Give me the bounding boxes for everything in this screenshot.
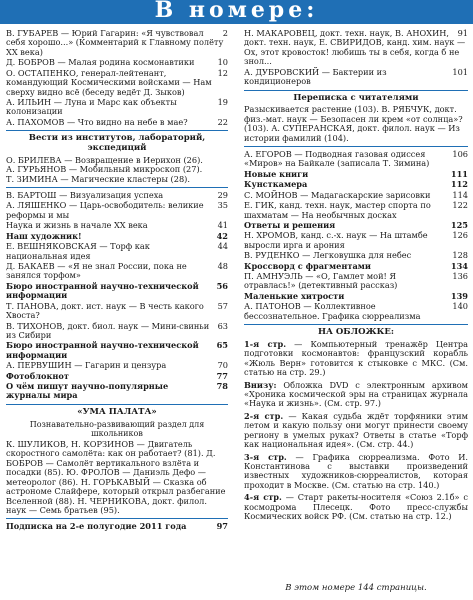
toc-entry[interactable]: 19 А. ИЛЬИН — Луна и Марс как объекты колонизации	[6, 96, 228, 117]
toc-entry[interactable]: 65 Бюро иностранной научно-технической информации	[6, 340, 228, 360]
toc-entry[interactable]: 139 Маленькие хитрости	[244, 290, 468, 301]
toc-entry[interactable]: 44 Е. ВЕШНЯКОВСКАЯ — Торф как национальная идея	[6, 241, 228, 261]
toc-entry[interactable]: 128 В. РУДЕНКО — Легковушка для небес	[244, 250, 468, 261]
divider	[244, 324, 468, 325]
page-title: В номере:	[154, 0, 319, 23]
divider	[6, 518, 228, 519]
section-title-letters: Переписка с читателями	[293, 92, 419, 103]
toc-entry[interactable]: 29 В. БАРТОШ — Визуализация успеха	[6, 190, 228, 201]
section-title-cover: НА ОБЛОЖКЕ:	[317, 327, 394, 338]
divider	[6, 130, 228, 131]
toc-entry[interactable]: 78 О чём пишут научно-популярные журналы мира	[6, 381, 228, 401]
toc-entry[interactable]: 48 Д. БАКАЕВ — «Я не знал России, пока не занялся торфом»	[6, 260, 228, 281]
toc-entry[interactable]: 134 Кроссворд с фрагментами	[244, 260, 468, 271]
toc-entry[interactable]: 42 Наш художник!	[6, 230, 228, 241]
footer-note: В этом номере 144 страницы.	[285, 583, 427, 593]
toc-entry[interactable]: 2 В. ГУБАРЕВ — Юрий Гагарин: «Я чувствовал себя хорошо...» (Комментарий к Главному полёту XX века)	[6, 28, 228, 57]
toc-entry[interactable]: 57 Т. ПАНОВА, докт. ист. наук — В честь какого Хвоста?	[6, 300, 228, 321]
section-title-um-palata: «УМА ПАЛАТА»	[77, 406, 157, 417]
toc-entry[interactable]: 22 А. ПАХОМОВ — Что видно на небе в мае?	[6, 116, 228, 127]
cover-item: 4-я стр. — Старт ракеты-носителя «Союз 2.1б» с космодрома Плесецк. Фото пресс-службы Космических войск РФ. (См. статью на стр. 12.)	[244, 492, 468, 522]
toc-entry[interactable]: 91 Н. МАКАРОВЕЦ, докт. техн. наук, В. АНОХИН, докт. техн. наук, Е. СВИРИДОВ, канд. хим. наук — Ох, этот кровосток! любишь ты в себя, когда б не знол...	[244, 28, 468, 67]
toc-entry[interactable]: 112 Кунсткамера	[244, 179, 468, 190]
toc-entry[interactable]: 35 А. ЛЯШЕНКО — Царь-освободитель: великие реформы и мы	[6, 200, 228, 220]
um-palata-text: К. ШУЛИКОВ, Н. КОРЗИНОВ — Двигатель скоростного самолёта: как он работает? (81). Д. БОБРОВ — Самолёт вертикального взлёта и посадки (85). Ю. ФРОЛОВ — Даниэль Дефо — метеоролог (86). Н. ГОРЬКАВЫЙ — Сказка об астрономе Слайфере, который открыл разбегание Вселенной (88). Н. ЧЕРНИКОВА, докт. филол. наук — Семь братьев (95).	[6, 439, 226, 515]
toc-left-block2	[6, 191, 228, 401]
divider	[6, 187, 228, 188]
cover-item: 3-я стр. — Графика сюрреализма. Фото И. Константинова с выставки произведений известных художников-сюрреалистов, которая проходит в Москве. (См. статью на стр. 140.)	[244, 451, 468, 490]
section-items-institutes: О. БРИЛЕВА — Возвращение в Иерихон (26). А. ГУРЬЯНОВ — Мобильный микроскоп (27). Т. ЗИМИНА — Магические кластеры (28).	[6, 154, 203, 184]
toc-entry[interactable]: 125 Ответы и решения	[244, 219, 468, 230]
toc-entry[interactable]: 126 Н. ХРОМОВ, канд. с.-х. наук — На штамбе выросли ирга и арония	[244, 230, 468, 250]
divider	[244, 90, 468, 91]
toc-entry[interactable]: 70 А. ПЕРВУШИН — Гагарин и цензура	[6, 360, 228, 371]
toc-entry[interactable]: 140 А. ПАТОНОВ — Коллективное бессознательное. Графика сюрреализма	[244, 301, 468, 321]
right-column	[244, 29, 468, 525]
toc-entry[interactable]: 63 В. ТИХОНОВ, докт. биол. наук — Мини-свиньи из Сибири	[6, 320, 228, 340]
toc-entry[interactable]: 56 Бюро иностранной научно-технической информации	[6, 280, 228, 301]
cover-descriptions	[244, 340, 468, 522]
toc-left-block1	[6, 29, 228, 127]
section-title-institutes: Вести из институтов, лабораторий, экспедиций	[28, 133, 206, 153]
toc-entry[interactable]: 122 Е. ГИК, канд. техн. наук, мастер спорта по шахматам — На необычных досках	[244, 200, 468, 220]
section-subtitle-um-palata: Познавательно-развивающий раздел для школьников	[29, 419, 205, 438]
toc-right-block1	[244, 29, 468, 87]
toc-entry[interactable]: 10 Д. БОБРОВ — Малая родина космонавтики	[6, 57, 228, 68]
cover-item: 1-я стр. — Компьютерный тренажёр Центра подготовки космонавтов: французский корабль «Жюль Верн» готовится к стыковке с МКС. (См. статью на стр. 29.)	[244, 338, 468, 378]
toc-entry[interactable]: 114 С. МОЙНОВ — Мадагаскарские зарисовки	[244, 189, 468, 200]
toc-entry[interactable]: 136 П. АМНУЭЛЬ — «О, Гамлет мой! Я отравлась!» (детективный рассказ)	[244, 271, 468, 291]
letters-text: Разыскивается растение (103). В. РЯБЧУК, докт. физ.-мат. наук — Безопасен ли крем «от солнца»? (103). А. СУПЕРАНСКАЯ, докт. филол. наук — Из истории фамилий (104).	[244, 104, 463, 143]
toc-entry[interactable]: 77 Фотоблокнот	[6, 370, 228, 381]
cover-item: 2-я стр. — Какая судьба ждёт торфяники этим летом и какую пользу они могут принести своему региону в умелых руках? Ответы в статье «Торф как национальная идея». (См. стр. 44.)	[244, 410, 469, 450]
divider	[6, 404, 228, 405]
toc-entry[interactable]: 106 А. ЕГОРОВ — Подводная газовая одиссея «Миров» на Байкале (записала Т. Зимина)	[244, 148, 468, 169]
divider	[244, 146, 468, 147]
toc-entry[interactable]: 101 А. ДУБРОВСКИЙ — Бактерии из кондиционеров	[244, 66, 468, 87]
subscription-entry[interactable]: 97 Подписка на 2-е полугодие 2011 года	[6, 521, 228, 532]
toc-entry[interactable]: 111 Новые книги	[244, 168, 468, 179]
cover-item: Внизу: Обложка DVD с электронным архивом «Хроника космической эры на страницах журнала «Наука и жизнь». (См. стр. 97.)	[244, 379, 468, 409]
header-banner	[0, 0, 473, 24]
toc-right-block2	[244, 150, 468, 321]
toc-entry[interactable]: 12 О. ОСТАПЕНКО, генерал-лейтенант, командующий Космическими войсками — Нам сверху видно всё (беседу ведёт Д. Зыков)	[6, 67, 228, 97]
left-column	[6, 29, 228, 533]
toc-entry[interactable]: 41 Наука и жизнь в начале XX века	[6, 220, 228, 231]
